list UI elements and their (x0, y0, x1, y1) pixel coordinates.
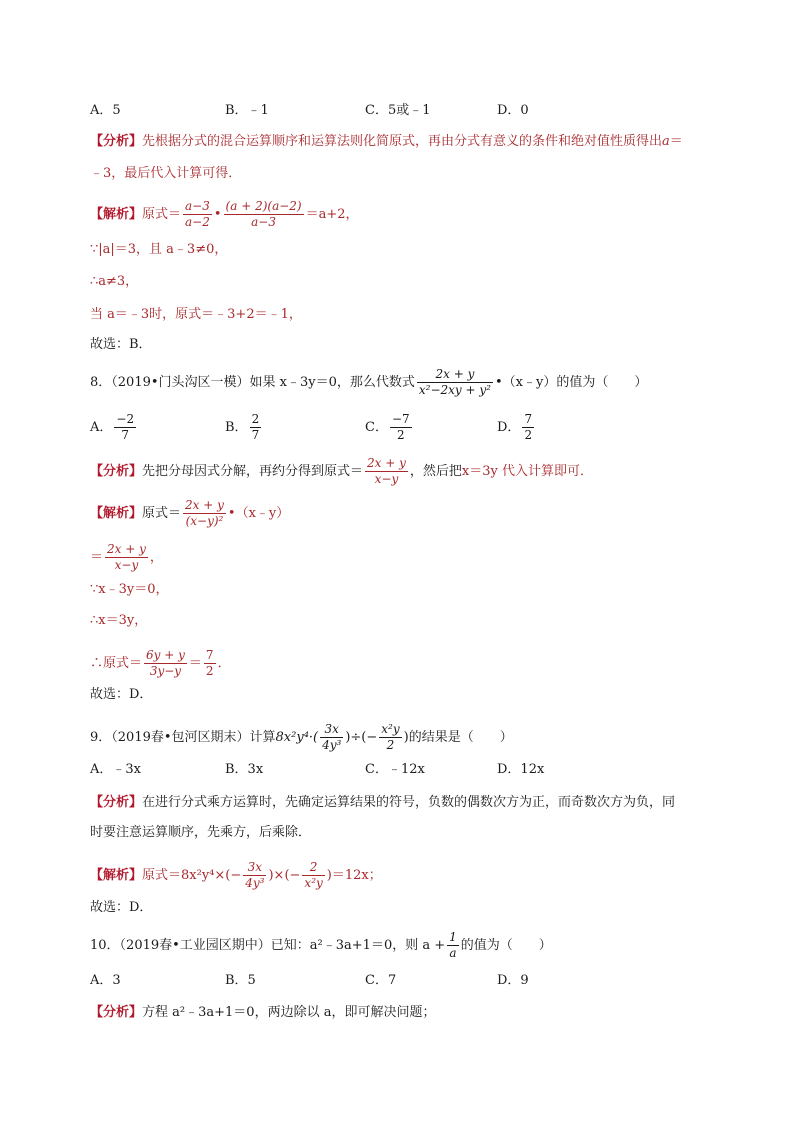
q10-option-a: A．3 (90, 973, 121, 988)
numerator: a−3 (185, 199, 210, 213)
q7-step3: 当 a＝﹣3时，原式＝﹣3+2＝﹣1， (90, 307, 302, 322)
q7-analysis-line2: ﹣3，最后代入计算可得． (90, 166, 242, 181)
numerator: 2x + y (367, 456, 406, 470)
solution-tail: •（x﹣y） (227, 506, 290, 521)
q10-stem: 10．（2019春•工业园区期中）已知：a²﹣3a+1＝0，则 a + $\frac{1}{a}$ 的值为（ ） (90, 930, 552, 960)
denominator: a−2 (185, 215, 210, 229)
q10-option-b: B．5 (225, 973, 256, 988)
stem-text: •（x﹣y）的值为（ ） (494, 375, 648, 390)
q7-answer: 故选：B． (90, 337, 152, 352)
analysis-text: x＝3y 代入计算即可． (461, 464, 594, 479)
q7-step2: ∴a≠3， (90, 274, 139, 289)
fraction: $\frac{7}{2}$ (205, 648, 214, 678)
numerator: (a + 2)(a−2) (225, 199, 302, 213)
q7-option-b: B．﹣1 (225, 103, 269, 118)
denominator: a−3 (251, 215, 276, 229)
numerator: 2x + y (417, 367, 493, 383)
fraction: $\frac{\text{x²y}}{2}$ (381, 722, 400, 752)
q7-option-c: C．5或﹣1 (365, 103, 431, 118)
solution-text: 原式＝ (142, 506, 182, 521)
q8-answer: 故选：D． (90, 687, 153, 702)
q7-option-d: D．0 (497, 103, 529, 118)
fraction: $\frac{2}{\text{x²y}}$ (304, 860, 323, 890)
fraction (417, 367, 493, 398)
q7-option-a: A．5 (90, 103, 121, 118)
q8-stem (90, 367, 647, 398)
q8-solution (90, 498, 289, 529)
fraction (183, 199, 212, 230)
q8-analysis (90, 456, 593, 487)
analysis-tag: 【分析】 (90, 134, 143, 149)
q10-option-c: C．7 (365, 973, 397, 988)
analysis-text: ，然后把 (409, 464, 462, 479)
solution-result: ＝a+2， (305, 207, 359, 222)
q8-option-c: C． $\frac{-7}{2}$ (365, 412, 410, 442)
q8-step2: ∵x﹣3y＝0， (90, 582, 169, 597)
q8-option-a: A． $\frac{-2}{7}$ (90, 412, 135, 442)
fraction: $\frac{3x}{\text{4y³}}$ (322, 722, 342, 752)
fraction: $\frac{3x}{\text{4y³}}$ (245, 860, 265, 890)
q7-solution: 【解析】原式＝ $\frac{a-3}{a-2}$ • $\frac{(a + 2)(a-2)}{a-3}$ ＝a+2， (90, 199, 359, 229)
q9-option-a: A．﹣3x (90, 762, 141, 777)
stem-text: 8．（2019•门头沟区一模）如果 x﹣3y＝0，那么代数式 (90, 375, 415, 390)
q10-option-d: D．9 (497, 973, 529, 988)
q9-analysis: 【分析】在进行分式乘方运算时，先确定运算结果的符号，负数的偶数次方为正，而奇数次方为负，同 (90, 795, 676, 810)
q9-option-d: D．12x (497, 762, 545, 777)
fraction (224, 199, 304, 230)
fraction: $\frac{2x + y}{x-y}$ (107, 542, 146, 572)
fraction: $\frac{1}{a}$ (449, 930, 457, 960)
numerator: 2x + y (185, 498, 224, 512)
q9-answer: 故选：D． (90, 900, 153, 915)
q8-step1: ＝ $\frac{2x + y}{x-y}$ ， (90, 542, 163, 572)
q8-option-d: D． $\frac{7}{2}$ (497, 412, 533, 442)
q9-option-b: B．3x (225, 762, 264, 777)
fraction (183, 498, 226, 529)
q10-analysis: 【分析】方程 a²﹣3a+1＝0，两边除以 a，即可解决问题； (90, 1005, 436, 1020)
q8-step4: ∴原式＝ $\frac{6y + y}{3y-y}$ ＝ $\frac{7}{2}$ ． (90, 648, 231, 678)
solution-tag: 【解析】 (90, 506, 143, 521)
analysis-text: 先根据分式的混合运算顺序和运算法则化简原式，再由分式有意义的条件和绝对值性质得出 (142, 134, 663, 149)
fraction: $\frac{6y + y}{3y-y}$ (146, 648, 185, 678)
q9-analysis-line2: 时要注意运算顺序，先乘方，后乘除． (90, 825, 312, 840)
q8-option-b: B． $\frac{2}{7}$ (225, 412, 260, 442)
analysis-var: a (662, 134, 670, 149)
q8-step3: ∴x＝3y， (90, 613, 148, 628)
q7-step1: ∵|a|＝3，且 a﹣3≠0， (90, 242, 228, 257)
q9-stem: 9．（2019春•包河区期末）计算8x²y⁴·( $\frac{3x}{\text{4y³}}$ )÷(− $\frac{\text{x²y}}{2}$ )的结果是（ ） (90, 722, 513, 752)
analysis-text: 先把分母因式分解，再约分得到原式＝ (142, 464, 364, 479)
q9-option-c: C．﹣12x (365, 762, 425, 777)
denominator: (x−y)² (185, 514, 224, 528)
analysis-eq: ＝ (669, 134, 683, 149)
q9-solution: 【解析】原式＝8x²y⁴×(− $\frac{3x}{\text{4y³}}$ )×(− $\frac{2}{\text{x²y}}$ )＝12x； (90, 860, 382, 890)
q7-analysis (90, 132, 683, 152)
fraction (365, 456, 408, 487)
denominator: x−y (374, 472, 399, 486)
denominator: x²−2xy + y² (418, 383, 491, 397)
solution-tag: 【解析】 (90, 207, 143, 222)
analysis-tag: 【分析】 (90, 464, 143, 479)
solution-text: 原式＝ (142, 207, 182, 222)
